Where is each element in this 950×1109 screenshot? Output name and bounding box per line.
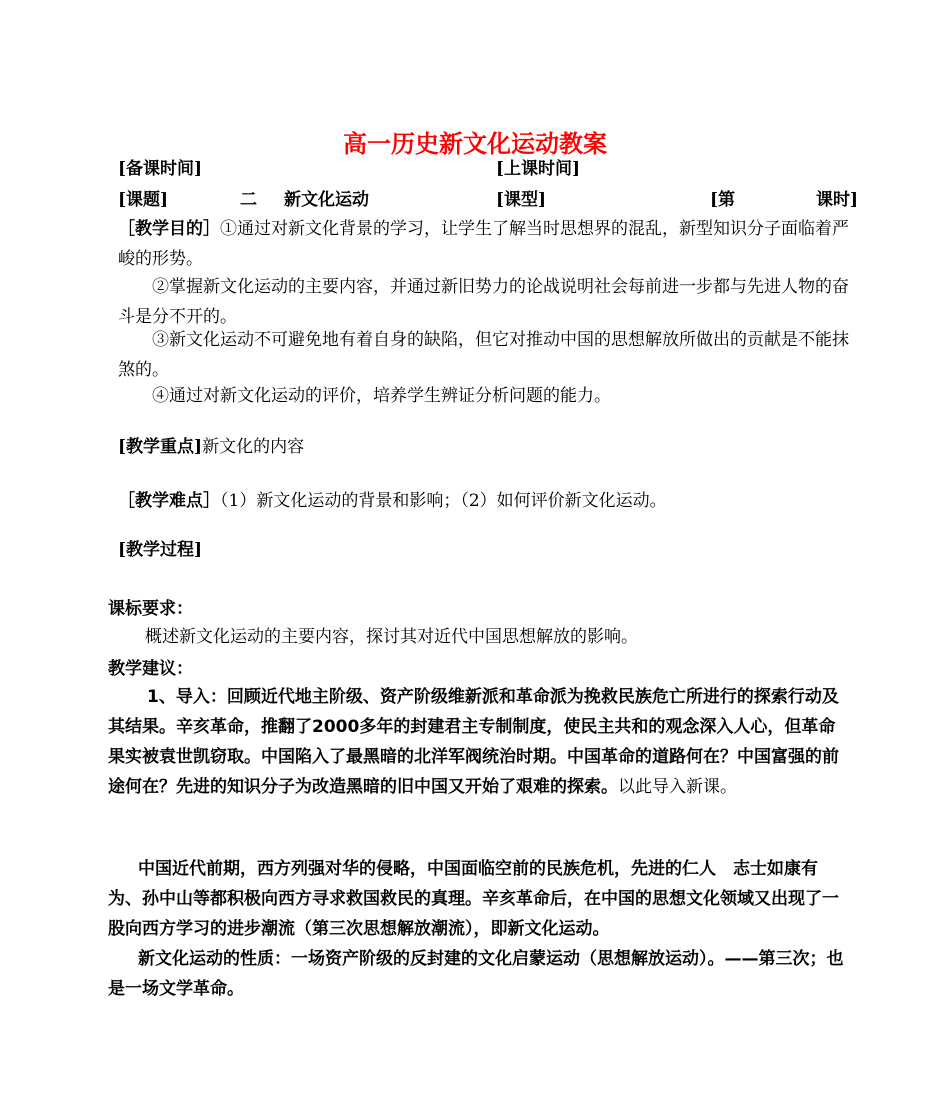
teaching-difficulty-label: ［教学难点］ [118,491,220,511]
topic-name: 新文化运动 [284,190,369,210]
curriculum-standard-label: 课标要求： [108,599,193,619]
body-paragraph-1: 中国近代前期，西方列强对华的侵略，中国面临空前的民族危机，先进的仁人 志士如康有为、孙中山等都积极向西方寻求救国救民的真理。辛亥革命后，在中国的思想文化领域又出现了一股向西方学习的进步潮流（第三次思想解放潮流），即新文化运动。 [108,859,839,939]
teaching-difficulty [118,489,667,513]
teaching-focus [118,435,304,459]
curriculum-standard-text: 概述新文化运动的主要内容，探讨其对近代中国思想解放的影响。 [145,627,638,647]
document-title: 高一历史新文化运动教案 [343,130,607,158]
topic-label: [课题] [118,190,169,210]
class-time-label: [上课时间] [496,159,581,179]
prep-time-label: [备课时间] [118,159,203,179]
body-paragraph-2: 新文化运动的性质：一场资产阶级的反封建的文化启蒙运动（思想解放运动）。——第三次；也是一场文学革命。 [108,949,844,999]
teaching-goal-2: ②掌握新文化运动的主要内容，并通过新旧势力的论战说明社会每前进一步都与先进人物的奋斗是分不开的。 [118,277,849,327]
lesson-introduction-tail: 以此导入新课。 [618,777,737,797]
teaching-suggestion-label: 教学建议： [108,659,193,679]
lesson-type-label: [课型] [496,190,547,210]
teaching-focus-label: [教学重点] [118,437,203,457]
teaching-goal-3: ③新文化运动不可避免地有着自身的缺陷，但它对推动中国的思想解放所做出的贡献是不能抹煞的。 [118,330,849,380]
teaching-process-label: [教学过程] [118,540,203,560]
teaching-goals-label: ［教学目的］ [118,219,220,239]
teaching-difficulty-text: （1）新文化运动的背景和影响；（2）如何评价新文化运动。 [220,491,667,511]
topic-number: 二 [240,190,257,210]
teaching-focus-text: 新文化的内容 [202,437,305,457]
teaching-goal-4: ④通过对新文化运动的评价，培养学生辨证分析问题的能力。 [152,386,611,406]
teaching-goal-1 [118,214,860,274]
lesson-introduction [108,682,850,802]
goal-1-text: ①通过对新文化背景的学习，让学生了解当时思想界的混乱，新型知识分子面临着严峻的形势。 [118,219,849,269]
lesson-introduction-text: 1、导入：回顾近代地主阶级、资产阶级维新派和革命派为挽救民族危亡所进行的探索行动及其结果。辛亥革命，推翻了2000多年的封建君主专制制度，使民主共和的观念深入人心，但革命果实被袁世凯窃取。中国陷入了最黑暗的北洋军阀统治时期。中国革命的道路何在？中国富强的前途何在？先进的知识分子为改造黑暗的旧中国又开始了艰难的探索。 [108,687,839,797]
period-label-right: 课时] [816,190,859,210]
period-label-left: [第 [710,190,736,210]
